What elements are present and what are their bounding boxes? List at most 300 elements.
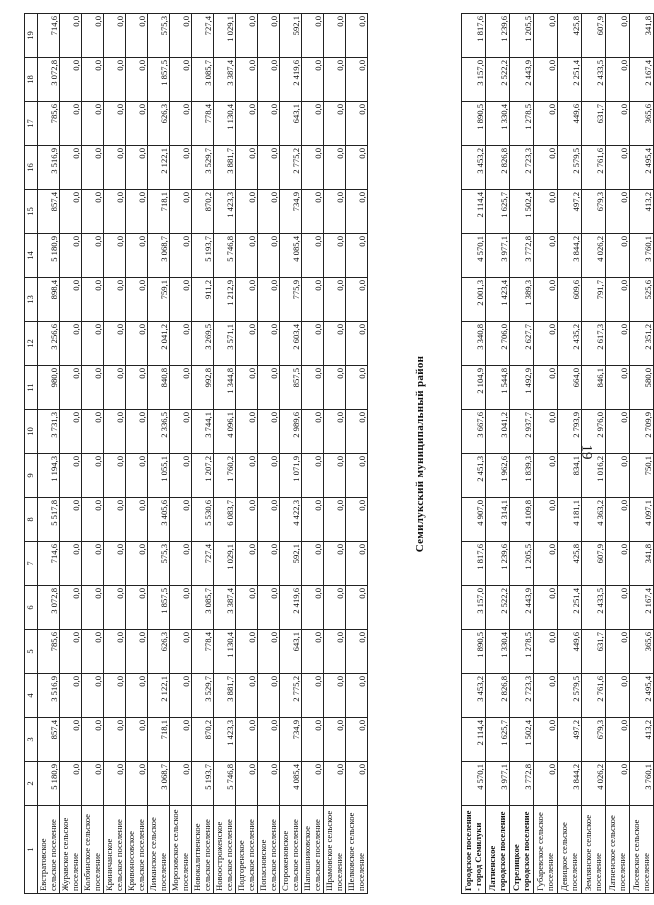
value-cell: 0,0 bbox=[302, 718, 324, 762]
table-row bbox=[324, 14, 346, 894]
value-cell: 0,0 bbox=[126, 586, 148, 630]
value-cell: 2 419,6 bbox=[280, 58, 302, 102]
value-cell: 2 617,3 bbox=[582, 322, 606, 366]
value-cell: 5 180,9 bbox=[38, 762, 60, 806]
value-cell: 0,0 bbox=[606, 102, 630, 146]
value-cell: 0,0 bbox=[534, 146, 558, 190]
value-cell: 2 001,3 bbox=[462, 278, 486, 322]
value-cell: 2 251,4 bbox=[558, 58, 582, 102]
value-cell: 0,0 bbox=[534, 410, 558, 454]
table-row bbox=[148, 14, 170, 894]
value-cell: 3 516,9 bbox=[38, 674, 60, 718]
value-cell: 0,0 bbox=[82, 718, 104, 762]
row-name-cell: Журавское сельское поселение bbox=[60, 806, 82, 894]
row-name-cell: Евстратовское сельское поселение bbox=[38, 806, 60, 894]
value-cell: 4 109,8 bbox=[510, 498, 534, 542]
value-cell: 4 026,2 bbox=[582, 234, 606, 278]
value-cell: 0,0 bbox=[258, 586, 280, 630]
value-cell: 0,0 bbox=[60, 718, 82, 762]
value-cell: 0,0 bbox=[346, 762, 368, 806]
value-cell: 1 029,1 bbox=[214, 14, 236, 58]
data-table bbox=[461, 13, 654, 894]
value-cell: 2 433,5 bbox=[582, 586, 606, 630]
value-cell: 0,0 bbox=[258, 674, 280, 718]
value-cell: 1 423,4 bbox=[486, 278, 510, 322]
value-cell: 0,0 bbox=[236, 14, 258, 58]
value-cell: 2 706,0 bbox=[486, 322, 510, 366]
value-cell: 4 085,4 bbox=[280, 762, 302, 806]
value-cell: 0,0 bbox=[82, 674, 104, 718]
value-cell: 846,1 bbox=[582, 366, 606, 410]
value-cell: 679,3 bbox=[582, 190, 606, 234]
value-cell: 0,0 bbox=[346, 322, 368, 366]
value-cell: 0,0 bbox=[606, 366, 630, 410]
value-cell: 1 130,4 bbox=[214, 102, 236, 146]
value-cell: 0,0 bbox=[346, 630, 368, 674]
value-cell: 0,0 bbox=[606, 718, 630, 762]
value-cell: 0,0 bbox=[236, 718, 258, 762]
value-cell: 0,0 bbox=[606, 58, 630, 102]
row-name-cell: Землянское сельское поселение bbox=[582, 806, 606, 894]
value-cell: 785,6 bbox=[38, 102, 60, 146]
value-cell: 0,0 bbox=[82, 278, 104, 322]
value-cell: 0,0 bbox=[346, 674, 368, 718]
table-body bbox=[462, 14, 654, 894]
value-cell: 2 114,4 bbox=[462, 718, 486, 762]
district-table-top bbox=[24, 14, 368, 894]
value-cell: 3 256,6 bbox=[38, 322, 60, 366]
value-cell: 0,0 bbox=[346, 278, 368, 322]
row-name-cell: Подгоренское сельское поселение bbox=[236, 806, 258, 894]
value-cell: 727,4 bbox=[192, 542, 214, 586]
value-cell: 0,0 bbox=[60, 190, 82, 234]
value-cell: 870,2 bbox=[192, 718, 214, 762]
value-cell: 3 667,6 bbox=[462, 410, 486, 454]
value-cell: 0,0 bbox=[324, 58, 346, 102]
value-cell: 0,0 bbox=[170, 234, 192, 278]
value-cell: 0,0 bbox=[324, 718, 346, 762]
value-cell: 0,0 bbox=[104, 630, 126, 674]
value-cell: 3 977,1 bbox=[486, 762, 510, 806]
value-cell: 0,0 bbox=[302, 58, 324, 102]
value-cell: 0,0 bbox=[346, 718, 368, 762]
table-row bbox=[236, 14, 258, 894]
column-header: 6 bbox=[25, 586, 38, 630]
value-cell: 0,0 bbox=[302, 102, 324, 146]
value-cell: 2 451,3 bbox=[462, 454, 486, 498]
value-cell: 2 435,2 bbox=[558, 322, 582, 366]
value-cell: 0,0 bbox=[60, 454, 82, 498]
value-cell: 0,0 bbox=[170, 718, 192, 762]
value-cell: 0,0 bbox=[60, 674, 82, 718]
value-cell: 0,0 bbox=[324, 586, 346, 630]
table-row bbox=[104, 14, 126, 894]
value-cell: 0,0 bbox=[236, 762, 258, 806]
value-cell: 0,0 bbox=[82, 630, 104, 674]
value-cell: 0,0 bbox=[60, 542, 82, 586]
value-cell: 3 405,6 bbox=[148, 498, 170, 542]
value-cell: 0,0 bbox=[302, 234, 324, 278]
value-cell: 0,0 bbox=[258, 190, 280, 234]
value-cell: 0,0 bbox=[258, 498, 280, 542]
table-row bbox=[192, 14, 214, 894]
value-cell: 0,0 bbox=[170, 454, 192, 498]
value-cell: 0,0 bbox=[82, 102, 104, 146]
table-body bbox=[38, 14, 368, 894]
value-cell: 3 881,7 bbox=[214, 674, 236, 718]
value-cell: 1 130,4 bbox=[214, 630, 236, 674]
column-header: 19 bbox=[25, 14, 38, 58]
value-cell: 3 041,2 bbox=[486, 410, 510, 454]
value-cell: 791,7 bbox=[582, 278, 606, 322]
value-cell: 0,0 bbox=[60, 366, 82, 410]
value-cell: 2 167,4 bbox=[630, 58, 654, 102]
value-cell: 3 516,9 bbox=[38, 146, 60, 190]
value-cell: 3 760,1 bbox=[630, 234, 654, 278]
value-cell: 3 844,2 bbox=[558, 762, 582, 806]
value-cell: 2 826,8 bbox=[486, 146, 510, 190]
value-cell: 2 336,5 bbox=[148, 410, 170, 454]
value-cell: 0,0 bbox=[104, 454, 126, 498]
value-cell: 0,0 bbox=[82, 234, 104, 278]
value-cell: 0,0 bbox=[302, 14, 324, 58]
value-cell: 0,0 bbox=[126, 674, 148, 718]
value-cell: 0,0 bbox=[170, 58, 192, 102]
column-header: 16 bbox=[25, 146, 38, 190]
value-cell: 0,0 bbox=[324, 146, 346, 190]
value-cell: 0,0 bbox=[302, 630, 324, 674]
value-cell: 0,0 bbox=[236, 190, 258, 234]
value-cell: 664,0 bbox=[558, 366, 582, 410]
value-cell: 0,0 bbox=[170, 498, 192, 542]
value-cell: 1 423,3 bbox=[214, 718, 236, 762]
value-cell: 4 314,1 bbox=[486, 498, 510, 542]
column-header: 2 bbox=[25, 762, 38, 806]
value-cell: 0,0 bbox=[346, 454, 368, 498]
value-cell: 0,0 bbox=[170, 674, 192, 718]
value-cell: 1 344,8 bbox=[214, 366, 236, 410]
column-header: 12 bbox=[25, 322, 38, 366]
value-cell: 3 072,8 bbox=[38, 586, 60, 630]
value-cell: 631,7 bbox=[582, 630, 606, 674]
value-cell: 1 625,7 bbox=[486, 190, 510, 234]
value-cell: 1 857,5 bbox=[148, 586, 170, 630]
row-name-cell: Новоостроженское сельское поселение bbox=[214, 806, 236, 894]
value-cell: 2 443,9 bbox=[510, 58, 534, 102]
value-cell: 2 761,6 bbox=[582, 674, 606, 718]
value-cell: 2 723,3 bbox=[510, 146, 534, 190]
table-row bbox=[280, 14, 302, 894]
value-cell: 1 194,3 bbox=[38, 454, 60, 498]
value-cell: 0,0 bbox=[324, 102, 346, 146]
value-cell: 0,0 bbox=[236, 366, 258, 410]
value-cell: 2 443,9 bbox=[510, 586, 534, 630]
value-cell: 0,0 bbox=[104, 278, 126, 322]
value-cell: 0,0 bbox=[236, 278, 258, 322]
value-cell: 1 502,4 bbox=[510, 190, 534, 234]
value-cell: 497,2 bbox=[558, 718, 582, 762]
value-cell: 718,1 bbox=[148, 718, 170, 762]
header-row bbox=[25, 14, 38, 894]
value-cell: 0,0 bbox=[534, 498, 558, 542]
value-cell: 0,0 bbox=[534, 454, 558, 498]
value-cell: 0,0 bbox=[302, 586, 324, 630]
value-cell: 4 907,0 bbox=[462, 498, 486, 542]
value-cell: 0,0 bbox=[170, 14, 192, 58]
row-name-cell: Шрамовское сельское поселение bbox=[324, 806, 346, 894]
value-cell: 3 453,2 bbox=[462, 674, 486, 718]
value-cell: 0,0 bbox=[82, 146, 104, 190]
column-header: 4 bbox=[25, 674, 38, 718]
value-cell: 1 389,3 bbox=[510, 278, 534, 322]
value-cell: 0,0 bbox=[302, 454, 324, 498]
value-cell: 0,0 bbox=[170, 102, 192, 146]
value-cell: 5 517,8 bbox=[38, 498, 60, 542]
value-cell: 365,6 bbox=[630, 630, 654, 674]
value-cell: 3 340,8 bbox=[462, 322, 486, 366]
value-cell: 0,0 bbox=[126, 498, 148, 542]
value-cell: 3 072,8 bbox=[38, 58, 60, 102]
value-cell: 3 731,3 bbox=[38, 410, 60, 454]
value-cell: 0,0 bbox=[324, 498, 346, 542]
value-cell: 0,0 bbox=[236, 542, 258, 586]
value-cell: 2 761,6 bbox=[582, 146, 606, 190]
value-cell: 0,0 bbox=[236, 674, 258, 718]
value-cell: 0,0 bbox=[258, 278, 280, 322]
value-cell: 2 976,0 bbox=[582, 410, 606, 454]
value-cell: 0,0 bbox=[236, 454, 258, 498]
value-cell: 4 096,1 bbox=[214, 410, 236, 454]
value-cell: 0,0 bbox=[60, 762, 82, 806]
column-header: 15 bbox=[25, 190, 38, 234]
table-row bbox=[534, 14, 558, 894]
value-cell: 1 502,4 bbox=[510, 718, 534, 762]
value-cell: 0,0 bbox=[60, 586, 82, 630]
value-cell: 631,7 bbox=[582, 102, 606, 146]
row-name-cell: Колбинское сельское поселение bbox=[82, 806, 104, 894]
value-cell: 3 453,2 bbox=[462, 146, 486, 190]
value-cell: 0,0 bbox=[170, 762, 192, 806]
value-cell: 1 207,2 bbox=[192, 454, 214, 498]
value-cell: 778,4 bbox=[192, 630, 214, 674]
value-cell: 0,0 bbox=[104, 674, 126, 718]
value-cell: 0,0 bbox=[236, 410, 258, 454]
value-cell: 1 239,6 bbox=[486, 542, 510, 586]
value-cell: 3 571,1 bbox=[214, 322, 236, 366]
value-cell: 0,0 bbox=[236, 234, 258, 278]
value-cell: 714,6 bbox=[38, 542, 60, 586]
value-cell: 0,0 bbox=[606, 146, 630, 190]
value-cell: 0,0 bbox=[258, 542, 280, 586]
value-cell: 0,0 bbox=[302, 278, 324, 322]
value-cell: 2 495,4 bbox=[630, 146, 654, 190]
value-cell: 2 122,1 bbox=[148, 146, 170, 190]
value-cell: 0,0 bbox=[126, 14, 148, 58]
value-cell: 0,0 bbox=[104, 718, 126, 762]
value-cell: 3 844,2 bbox=[558, 234, 582, 278]
value-cell: 0,0 bbox=[258, 630, 280, 674]
value-cell: 1 625,7 bbox=[486, 718, 510, 762]
value-cell: 2 433,5 bbox=[582, 58, 606, 102]
value-cell: 0,0 bbox=[82, 762, 104, 806]
column-header: 7 bbox=[25, 542, 38, 586]
value-cell: 4 097,1 bbox=[630, 498, 654, 542]
value-cell: 0,0 bbox=[104, 322, 126, 366]
value-cell: 3 529,7 bbox=[192, 146, 214, 190]
value-cell: 0,0 bbox=[534, 58, 558, 102]
value-cell: 0,0 bbox=[346, 498, 368, 542]
value-cell: 3 068,7 bbox=[148, 234, 170, 278]
table-row bbox=[630, 14, 654, 894]
row-name-cell: Стрелицкое городское поселение bbox=[510, 806, 534, 894]
value-cell: 0,0 bbox=[126, 630, 148, 674]
value-cell: 679,3 bbox=[582, 718, 606, 762]
value-cell: 0,0 bbox=[324, 366, 346, 410]
value-cell: 5 193,7 bbox=[192, 234, 214, 278]
value-cell: 1 055,1 bbox=[148, 454, 170, 498]
value-cell: 341,8 bbox=[630, 542, 654, 586]
section-title: Семилукский муниципальный район bbox=[414, 355, 426, 553]
column-header: 10 bbox=[25, 410, 38, 454]
value-cell: 0,0 bbox=[606, 674, 630, 718]
value-cell: 3 085,7 bbox=[192, 58, 214, 102]
value-cell: 2 522,2 bbox=[486, 58, 510, 102]
value-cell: 2 579,5 bbox=[558, 674, 582, 718]
value-cell: 0,0 bbox=[606, 278, 630, 322]
value-cell: 0,0 bbox=[104, 190, 126, 234]
value-cell: 4 570,1 bbox=[462, 234, 486, 278]
value-cell: 0,0 bbox=[606, 586, 630, 630]
table-row bbox=[82, 14, 104, 894]
value-cell: 3 157,0 bbox=[462, 586, 486, 630]
value-cell: 2 522,2 bbox=[486, 586, 510, 630]
value-cell: 0,0 bbox=[346, 366, 368, 410]
value-cell: 0,0 bbox=[82, 190, 104, 234]
value-cell: 0,0 bbox=[324, 322, 346, 366]
value-cell: 0,0 bbox=[170, 146, 192, 190]
value-cell: 0,0 bbox=[258, 102, 280, 146]
row-name-cell: Шелковское сельское поселение bbox=[346, 806, 368, 894]
value-cell: 525,6 bbox=[630, 278, 654, 322]
value-cell: 0,0 bbox=[324, 234, 346, 278]
value-cell: 0,0 bbox=[60, 630, 82, 674]
value-cell: 580,0 bbox=[630, 366, 654, 410]
value-cell: 0,0 bbox=[104, 146, 126, 190]
value-cell: 1 492,9 bbox=[510, 366, 534, 410]
value-cell: 341,8 bbox=[630, 14, 654, 58]
value-cell: 0,0 bbox=[346, 410, 368, 454]
value-cell: 0,0 bbox=[82, 586, 104, 630]
column-header: 14 bbox=[25, 234, 38, 278]
value-cell: 0,0 bbox=[60, 322, 82, 366]
value-cell: 592,1 bbox=[280, 542, 302, 586]
value-cell: 0,0 bbox=[324, 410, 346, 454]
value-cell: 0,0 bbox=[170, 630, 192, 674]
value-cell: 0,0 bbox=[324, 190, 346, 234]
value-cell: 0,0 bbox=[170, 410, 192, 454]
value-cell: 714,6 bbox=[38, 14, 60, 58]
value-cell: 0,0 bbox=[236, 322, 258, 366]
value-cell: 4 181,1 bbox=[558, 498, 582, 542]
value-cell: 857,4 bbox=[38, 190, 60, 234]
value-cell: 0,0 bbox=[60, 102, 82, 146]
table-row bbox=[510, 14, 534, 894]
value-cell: 0,0 bbox=[126, 278, 148, 322]
value-cell: 0,0 bbox=[324, 762, 346, 806]
value-cell: 857,5 bbox=[280, 366, 302, 410]
value-cell: 0,0 bbox=[606, 14, 630, 58]
value-cell: 607,9 bbox=[582, 14, 606, 58]
value-cell: 2 723,3 bbox=[510, 674, 534, 718]
value-cell: 3 772,8 bbox=[510, 234, 534, 278]
value-cell: 0,0 bbox=[126, 234, 148, 278]
value-cell: 425,8 bbox=[558, 542, 582, 586]
value-cell: 2 775,2 bbox=[280, 146, 302, 190]
column-header: 5 bbox=[25, 630, 38, 674]
value-cell: 0,0 bbox=[126, 190, 148, 234]
value-cell: 3 529,7 bbox=[192, 674, 214, 718]
row-name-cell: Латненское городское поселение bbox=[486, 806, 510, 894]
value-cell: 3 068,7 bbox=[148, 762, 170, 806]
value-cell: 0,0 bbox=[302, 322, 324, 366]
value-cell: 5 746,8 bbox=[214, 762, 236, 806]
value-cell: 5 180,9 bbox=[38, 234, 60, 278]
value-cell: 3 157,0 bbox=[462, 58, 486, 102]
value-cell: 0,0 bbox=[258, 718, 280, 762]
row-name-cell: Шапошниковское сельское поселение bbox=[302, 806, 324, 894]
value-cell: 0,0 bbox=[534, 322, 558, 366]
value-cell: 0,0 bbox=[60, 410, 82, 454]
value-cell: 626,3 bbox=[148, 102, 170, 146]
row-name-cell: Попасновское сельское поселение bbox=[258, 806, 280, 894]
value-cell: 0,0 bbox=[258, 234, 280, 278]
row-name-cell: Латненское сельское поселение bbox=[606, 806, 630, 894]
value-cell: 840,8 bbox=[148, 366, 170, 410]
value-cell: 2 495,4 bbox=[630, 674, 654, 718]
value-cell: 0,0 bbox=[324, 278, 346, 322]
value-cell: 0,0 bbox=[324, 630, 346, 674]
value-cell: 980,0 bbox=[38, 366, 60, 410]
column-header: 1 bbox=[25, 806, 38, 894]
row-name-cell: Городское поселение - город Семилуки bbox=[462, 806, 486, 894]
value-cell: 0,0 bbox=[126, 542, 148, 586]
value-cell: 0,0 bbox=[534, 190, 558, 234]
value-cell: 1 544,8 bbox=[486, 366, 510, 410]
value-cell: 5 193,7 bbox=[192, 762, 214, 806]
value-cell: 1 330,4 bbox=[486, 630, 510, 674]
value-cell: 0,0 bbox=[534, 718, 558, 762]
value-cell: 0,0 bbox=[534, 542, 558, 586]
value-cell: 0,0 bbox=[126, 366, 148, 410]
column-header: 11 bbox=[25, 366, 38, 410]
value-cell: 0,0 bbox=[104, 14, 126, 58]
value-cell: 0,0 bbox=[82, 58, 104, 102]
value-cell: 1 890,5 bbox=[462, 630, 486, 674]
value-cell: 2 041,2 bbox=[148, 322, 170, 366]
value-cell: 734,9 bbox=[280, 190, 302, 234]
value-cell: 0,0 bbox=[126, 146, 148, 190]
value-cell: 449,6 bbox=[558, 630, 582, 674]
table-row bbox=[214, 14, 236, 894]
value-cell: 0,0 bbox=[346, 586, 368, 630]
value-cell: 3 881,7 bbox=[214, 146, 236, 190]
value-cell: 0,0 bbox=[82, 366, 104, 410]
value-cell: 1 212,9 bbox=[214, 278, 236, 322]
value-cell: 0,0 bbox=[126, 58, 148, 102]
value-cell: 759,1 bbox=[148, 278, 170, 322]
column-header: 9 bbox=[25, 454, 38, 498]
value-cell: 2 251,4 bbox=[558, 586, 582, 630]
